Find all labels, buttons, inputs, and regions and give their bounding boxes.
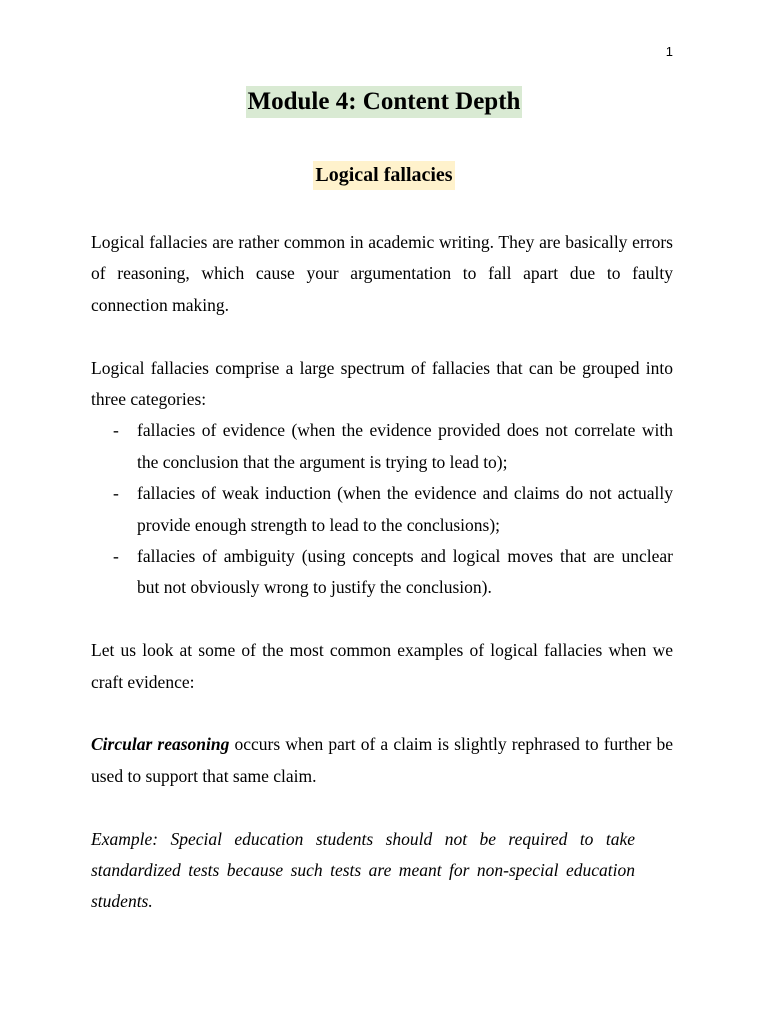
intro-paragraph: Logical fallacies are rather common in academic writing. They are basically errors of reasoning, which cause your argumentation to fall apart due to faulty connection making. [91,232,673,315]
examples-intro-paragraph: Let us look at some of the most common examples of logical fallacies when we craft evidence: [91,640,673,692]
list-item-text: fallacies of weak induction (when the evidence and claims do not actually provide enough strength to lead to the conclusions); [137,483,673,535]
circular-reasoning-term: Circular reasoning [91,734,230,755]
example-paragraph: Example: Special education students should not be required to take standardized tests because such tests are meant for non-special education students. [91,828,635,912]
circular-reasoning-paragraph [91,729,673,792]
list-item [91,415,673,478]
categories-list [91,415,673,603]
page-title: Module 4: Content Depth [246,86,523,118]
list-item [91,541,673,604]
categories-intro-paragraph: Logical fallacies comprise a large spectrum of fallacies that can be grouped into three categories: [91,357,673,410]
bullet-dash: - [113,420,119,441]
subtitle-container [0,161,768,190]
bullet-dash: - [113,483,119,504]
section-heading: Logical fallacies [313,161,454,190]
paragraph-spacer [91,792,673,823]
list-item [91,478,673,541]
document-body [91,227,673,918]
list-item-text: fallacies of evidence (when the evidence provided does not correlate with the conclusion that the argument is trying to lead to); [137,420,673,472]
circular-reasoning-definition: occurs when part of a claim is slightly rephrased to further be used to support that same claim. [91,734,673,786]
paragraph-spacer [91,604,673,635]
bullet-dash: - [113,546,119,567]
title-container [0,86,768,118]
list-item-text: fallacies of ambiguity (using concepts and logical moves that are unclear but not obviously wrong to justify the conclusion). [137,546,673,598]
paragraph-spacer [91,321,673,352]
paragraph-spacer [91,698,673,729]
page-number: 1 [665,44,673,59]
